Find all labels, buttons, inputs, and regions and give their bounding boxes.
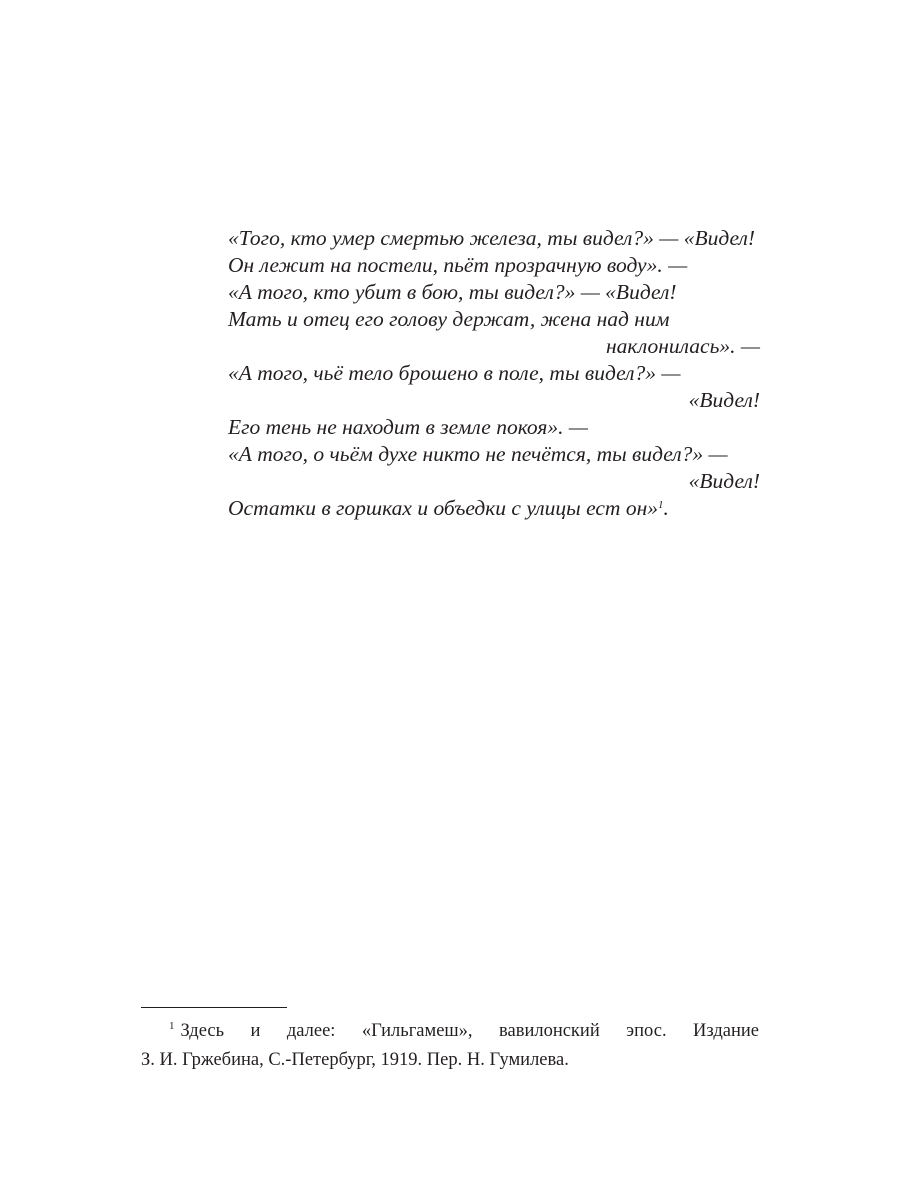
poem-line-5: наклонилась». —	[605, 334, 760, 358]
poem-line-9: «А того, о чьём духе никто не печётся, ты видел?» —	[228, 442, 728, 466]
poem-line-3: «А того, кто убит в бою, ты видел?» — «Видел!	[228, 280, 677, 304]
footnote-divider	[141, 1007, 287, 1008]
footnote-text-1: Здесь и далее: «Гильгамеш», вавилонский эпос. Издание	[180, 1021, 759, 1041]
footnote	[141, 1017, 759, 1075]
poem-line-11-end: .	[663, 496, 669, 520]
poem-line-11	[228, 495, 760, 522]
footnote-reference[interactable]: 1	[658, 499, 664, 511]
footnote-line-1: 1 Здесь и далее: «Гильгамеш», вавилонский эпос. Издание	[169, 1020, 759, 1041]
poem-line-4: Мать и отец его голову держат, жена над ним	[228, 307, 670, 331]
poem-line-10: «Видел!	[688, 469, 760, 493]
poem-line-2: Он лежит на постели, пьёт прозрачную воду». —	[228, 253, 688, 277]
poem-block	[228, 225, 760, 522]
poem-line-8: Его тень не находит в земле покоя». —	[228, 415, 589, 439]
poem-line-11-text: Остатки в горшках и объедки с улицы ест он»	[228, 496, 658, 520]
poem-line-7: «Видел!	[688, 388, 760, 412]
footnote-line-2: З. И. Гржебина, С.-Петербург, 1919. Пер. Н. Гумилева.	[141, 1050, 569, 1070]
poem-line-6: «А того, чьё тело брошено в поле, ты видел?» —	[228, 361, 681, 385]
poem-line-1: «Того, кто умер смертью железа, ты видел?» — «Видел!	[228, 226, 756, 250]
